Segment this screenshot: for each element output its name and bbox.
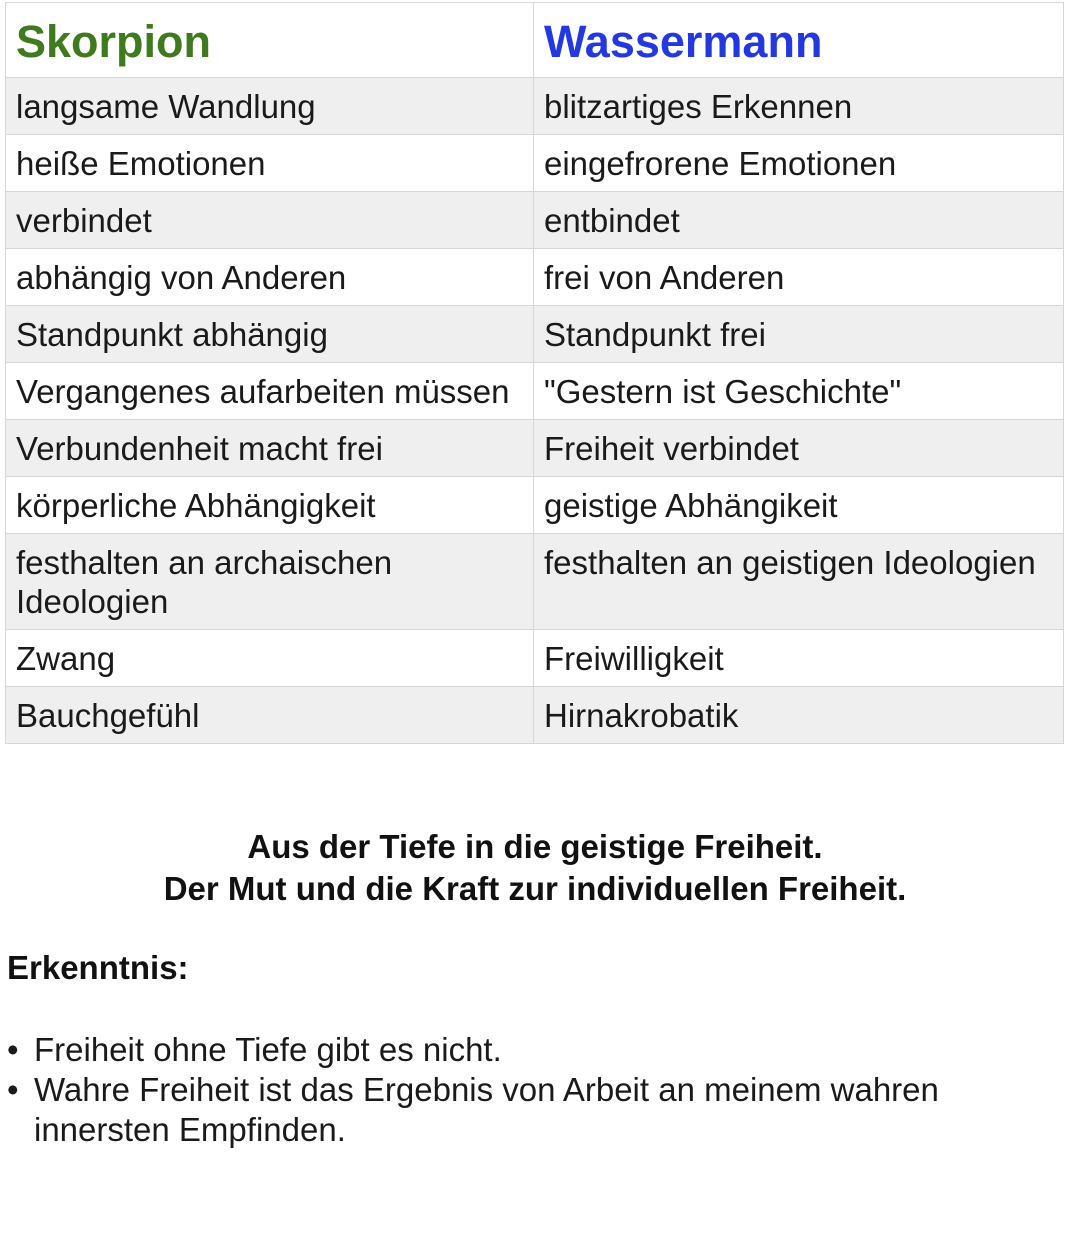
cell-skorpion: Zwang bbox=[6, 630, 534, 687]
cell-wassermann: Freiwilligkeit bbox=[534, 630, 1064, 687]
table-row bbox=[6, 630, 1064, 687]
table-row bbox=[6, 306, 1064, 363]
cell-skorpion: langsame Wandlung bbox=[6, 78, 534, 135]
table-row bbox=[6, 534, 1064, 630]
cell-skorpion: heiße Emotionen bbox=[6, 135, 534, 192]
table-row bbox=[6, 249, 1064, 306]
cell-wassermann: geistige Abhängikeit bbox=[534, 477, 1064, 534]
header-wassermann: Wassermann bbox=[534, 3, 1064, 78]
insight-list bbox=[7, 1030, 1047, 1150]
cell-skorpion: körperliche Abhängigkeit bbox=[6, 477, 534, 534]
motto-line-1: Aus der Tiefe in die geistige Freiheit. bbox=[247, 828, 823, 865]
header-skorpion: Skorpion bbox=[6, 3, 534, 78]
bullet-icon: • bbox=[7, 1071, 19, 1108]
cell-skorpion: Bauchgefühl bbox=[6, 687, 534, 744]
cell-wassermann: Freiheit verbindet bbox=[534, 420, 1064, 477]
table-row bbox=[6, 192, 1064, 249]
cell-wassermann: Standpunkt frei bbox=[534, 306, 1064, 363]
table-row bbox=[6, 78, 1064, 135]
cell-wassermann: Hirnakrobatik bbox=[534, 687, 1064, 744]
insight-text: Freiheit ohne Tiefe gibt es nicht. bbox=[34, 1031, 502, 1068]
cell-skorpion: abhängig von Anderen bbox=[6, 249, 534, 306]
comparison-table bbox=[5, 2, 1064, 744]
cell-wassermann: eingefrorene Emotionen bbox=[534, 135, 1064, 192]
bullet-icon: • bbox=[7, 1031, 19, 1068]
cell-skorpion: Verbundenheit macht frei bbox=[6, 420, 534, 477]
cell-skorpion: Standpunkt abhängig bbox=[6, 306, 534, 363]
cell-wassermann: festhalten an geistigen Ideologien bbox=[534, 534, 1064, 630]
table-row bbox=[6, 687, 1064, 744]
list-item bbox=[7, 1070, 1047, 1150]
cell-skorpion: verbindet bbox=[6, 192, 534, 249]
cell-wassermann: "Gestern ist Geschichte" bbox=[534, 363, 1064, 420]
list-item bbox=[7, 1030, 1047, 1070]
cell-wassermann: blitzartiges Erkennen bbox=[534, 78, 1064, 135]
insight-heading: Erkenntnis: bbox=[7, 949, 189, 986]
table-header-row bbox=[6, 3, 1064, 78]
table-row bbox=[6, 477, 1064, 534]
table-row bbox=[6, 420, 1064, 477]
table-row bbox=[6, 135, 1064, 192]
cell-skorpion: Vergangenes aufarbeiten müssen bbox=[6, 363, 534, 420]
motto bbox=[0, 826, 1070, 910]
insight-text: Wahre Freiheit ist das Ergebnis von Arbeit an meinem wahren innersten Empfinden. bbox=[34, 1071, 939, 1148]
cell-wassermann: frei von Anderen bbox=[534, 249, 1064, 306]
table-row bbox=[6, 363, 1064, 420]
cell-wassermann: entbindet bbox=[534, 192, 1064, 249]
cell-skorpion: festhalten an archaischen Ideologien bbox=[6, 534, 534, 630]
motto-line-2: Der Mut und die Kraft zur individuellen Freiheit. bbox=[163, 870, 907, 907]
